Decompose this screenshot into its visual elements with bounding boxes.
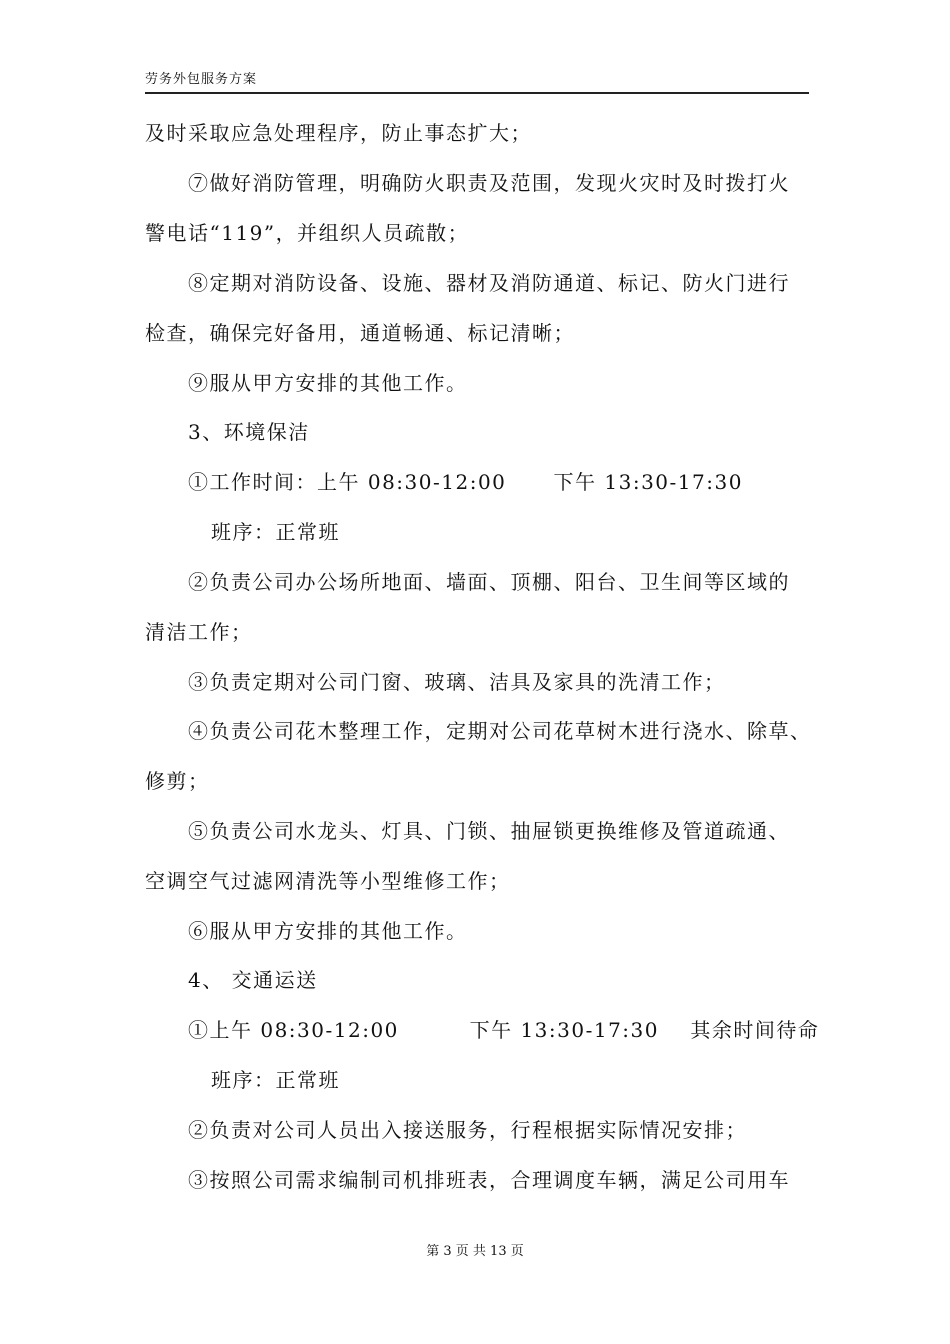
- text-line: ⑨服从甲方安排的其他工作。: [188, 371, 468, 395]
- text-line: ②负责公司办公场所地面、墙面、顶棚、阳台、卫生间等区域的: [188, 570, 790, 594]
- page-footer: [0, 1244, 950, 1260]
- text-line: ③按照公司需求编制司机排班表，合理调度车辆，满足公司用车: [188, 1168, 790, 1192]
- section-heading: 4、 交通运送: [188, 968, 318, 992]
- text-line: ⑦做好消防管理，明确防火职责及范围，发现火灾时及时拨打火: [188, 171, 790, 195]
- text-line: 检查，确保完好备用，通道畅通、标记清晰；: [145, 321, 575, 345]
- text-line: 警电话“119”，并组织人员疏散；: [145, 221, 470, 245]
- section-heading: 3、环境保洁: [188, 420, 310, 444]
- text-line: ④负责公司花木整理工作，定期对公司花草树木进行浇水、除草、: [188, 719, 812, 743]
- header-title: 劳务外包服务方案: [145, 72, 258, 87]
- text-line: ⑤负责公司水龙头、灯具、门锁、抽屉锁更换维修及管道疏通、: [188, 819, 790, 843]
- page-header: [145, 68, 809, 94]
- text-line: 空调空气过滤网清洗等小型维修工作；: [145, 869, 511, 893]
- text-line: 班序：正常班: [211, 520, 340, 544]
- text-line: 清洁工作；: [145, 620, 253, 644]
- text-line: ①上午 08:30-12:00 下午 13:30-17:30 其余时间待命: [188, 1018, 820, 1042]
- text-line: ①工作时间：上午 08:30-12:00 下午 13:30-17:30: [188, 470, 743, 494]
- text-line: ⑥服从甲方安排的其他工作。: [188, 919, 468, 943]
- page-number: 第 3 页 共 13 页: [426, 1244, 524, 1259]
- text-line: 及时采取应急处理程序，防止事态扩大；: [145, 121, 532, 145]
- text-line: 班序：正常班: [211, 1068, 340, 1092]
- text-line: 修剪；: [145, 769, 210, 793]
- text-line: ⑧定期对消防设备、设施、器材及消防通道、标记、防火门进行: [188, 271, 790, 295]
- text-line: ②负责对公司人员出入接送服务，行程根据实际情况安排；: [188, 1118, 747, 1142]
- text-line: ③负责定期对公司门窗、玻璃、洁具及家具的洗清工作；: [188, 670, 726, 694]
